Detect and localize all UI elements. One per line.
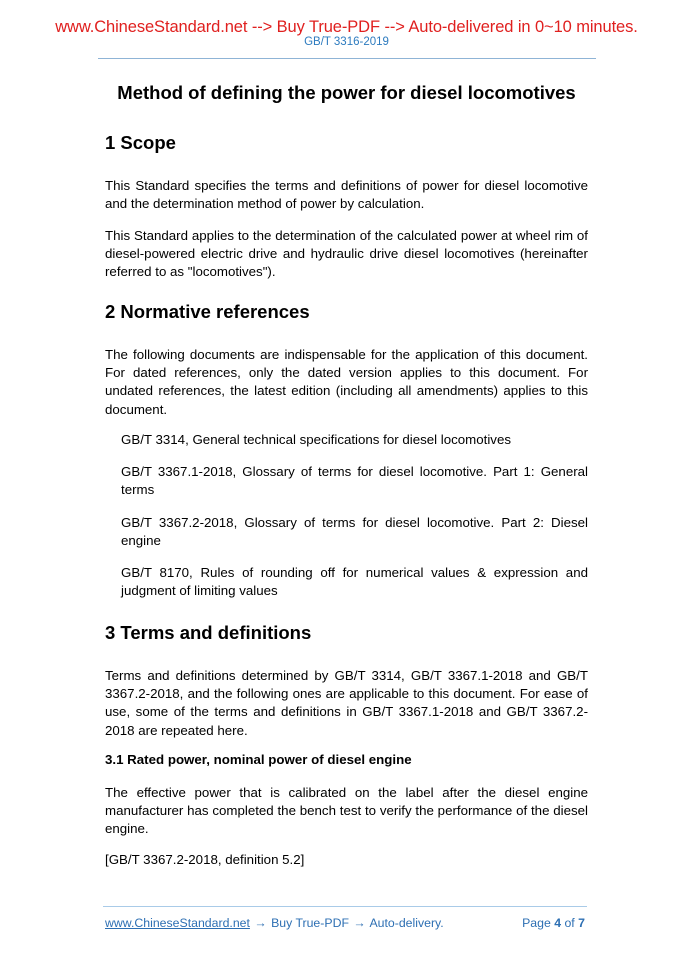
reference-item: GB/T 8170, Rules of rounding off for numerical values & expression and judgment of limiting values <box>121 565 588 599</box>
arrow-right-icon: → <box>353 916 366 930</box>
reference-item: GB/T 3367.1-2018, Glossary of terms for diesel locomotive. Part 1: General terms <box>121 464 588 498</box>
page-total: 7 <box>578 916 585 930</box>
page-footer <box>105 916 585 931</box>
section-heading-normative-references: 2 Normative references <box>105 301 310 322</box>
section-heading-terms-and-definitions: 3 Terms and definitions <box>105 622 312 643</box>
promo-banner: www.ChineseStandard.net --> Buy True-PDF --> Auto-delivered in 0~10 minutes. <box>55 18 638 36</box>
chinesestandard-link[interactable]: www.ChineseStandard.net <box>105 916 250 930</box>
footer-divider <box>103 906 587 907</box>
reference-item: GB/T 3314, General technical specifications for diesel locomotives <box>121 432 511 447</box>
page-current: 4 <box>554 916 562 930</box>
scope-paragraph-1: This Standard specifies the terms and definitions of power for diesel locomotive and the determination method of power by calculation. <box>105 178 588 212</box>
reference-item: GB/T 3367.2-2018, Glossary of terms for diesel locomotive. Part 2: Diesel engine <box>121 515 588 549</box>
page-of-label: of <box>564 916 575 930</box>
arrow-right-icon: → <box>254 916 267 930</box>
header-divider <box>98 58 596 59</box>
buy-true-pdf-text: Buy True-PDF <box>271 916 349 930</box>
scope-paragraph-2: This Standard applies to the determination of the calculated power at wheel rim of diesel-powered electric drive and hydraulic drive diesel locomotives (hereinafter referred to as "locomotives"). <box>105 228 588 280</box>
normative-references-paragraph: The following documents are indispensable for the application of this document. For dated references, only the dated version applies to this document. For undated references, the latest edition (including all amendments) applies to this document. <box>105 347 588 417</box>
rated-power-definition: The effective power that is calibrated on the label after the diesel engine manufacturer has completed the bench test to verify the performance of the diesel engine. <box>105 785 588 837</box>
rated-power-source: [GB/T 3367.2-2018, definition 5.2] <box>105 852 305 867</box>
auto-delivery-text: Auto-delivery. <box>369 916 444 930</box>
terms-paragraph: Terms and definitions determined by GB/T 3314, GB/T 3367.1-2018 and GB/T 3367.2-2018, and the following ones are applicable to this document. For ease of use, some of the terms and definitions in GB/T 3367.1-2018 and GB/T 3367.2-2018 are repeated here. <box>105 668 588 738</box>
document-title: Method of defining the power for diesel locomotives <box>117 82 576 103</box>
standard-code: GB/T 3316-2019 <box>304 36 389 48</box>
section-heading-scope: 1 Scope <box>105 132 176 153</box>
subsection-heading-rated-power: 3.1 Rated power, nominal power of diesel engine <box>105 752 412 767</box>
page-indicator <box>522 916 585 931</box>
page-label: Page <box>522 916 551 930</box>
